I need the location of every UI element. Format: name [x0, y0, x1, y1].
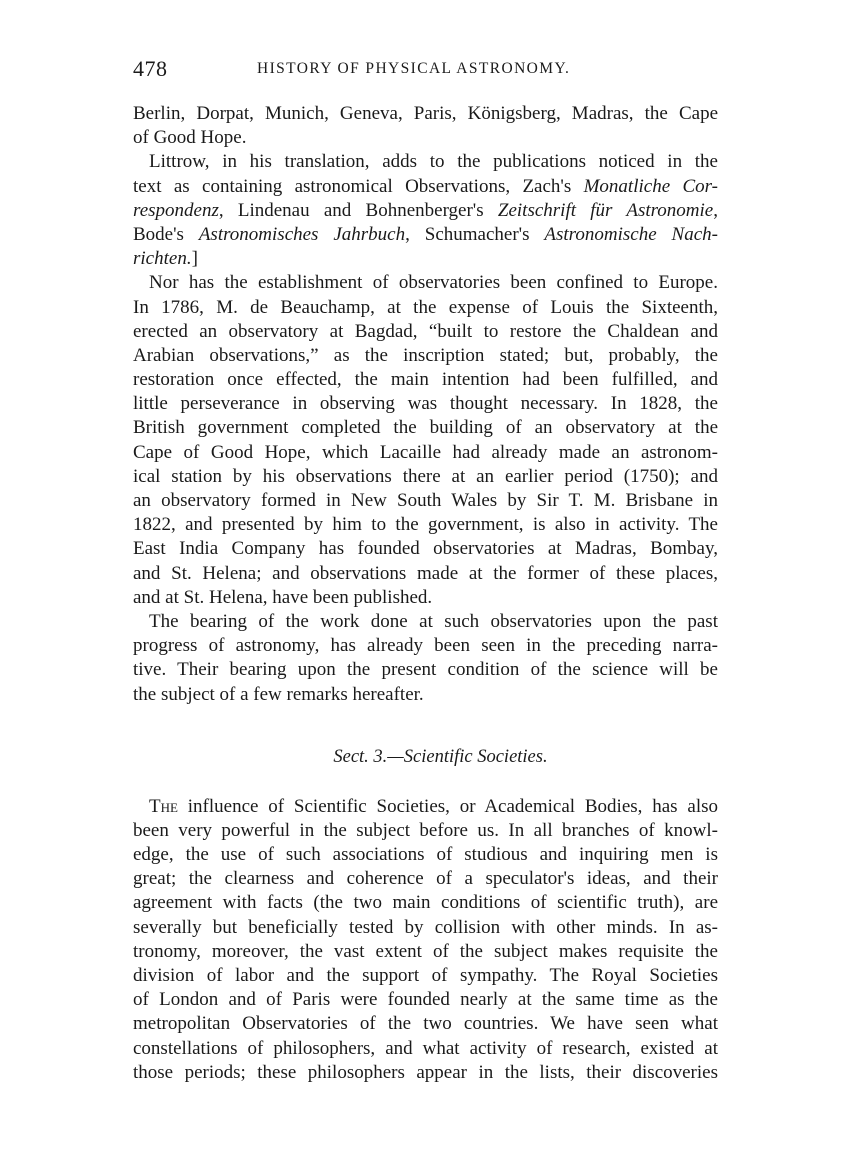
- text-line: In 1786, M. de Beauchamp, at the expense of Louis the Sixteenth,: [133, 296, 718, 318]
- page-number: 478: [133, 56, 168, 81]
- text-span: , Schumacher's: [405, 223, 545, 245]
- text-line: edge, the use of such associations of studious and inquiring men is: [133, 844, 718, 866]
- paragraph-observatories-beyond-europe: [133, 271, 718, 610]
- text-line: [133, 795, 718, 819]
- text-line: restoration once effected, the main intention had been fulfilled, and: [133, 369, 718, 391]
- text-line: metropolitan Observatories of the two countries. We have seen what: [133, 1013, 718, 1035]
- text-line: 1822, and presented by him to the government, is also in activity. The: [133, 514, 718, 536]
- text-line: severally but beneficially tested by collision with other minds. In as-: [133, 916, 718, 938]
- text-line: and St. Helena; and observations made at the former of these places,: [133, 562, 718, 584]
- text-span: ]: [191, 248, 198, 270]
- running-title: HISTORY OF PHYSICAL ASTRONOMY.: [257, 60, 571, 77]
- text-line: Cape of Good Hope, which Lacaille had already made an astronom-: [133, 441, 718, 463]
- book-page: [133, 56, 718, 1085]
- text-line: those periods; these philosophers appear in the lists, their discoveries: [133, 1061, 718, 1083]
- text-span: Bode's: [133, 223, 199, 245]
- text-span: ,: [713, 199, 718, 221]
- text-line: [133, 199, 718, 223]
- journal-title: respondenz: [133, 199, 219, 221]
- journal-title: Astronomisches Jahrbuch: [198, 223, 406, 245]
- text-line: an observatory formed in New South Wales by Sir T. M. Brisbane in: [133, 490, 718, 511]
- text-line: constellations of philosophers, and what activity of research, existed at: [133, 1037, 718, 1059]
- journal-title: Astronomische Nach-: [544, 223, 718, 245]
- journal-title: richten.: [133, 248, 192, 270]
- text-span: , Lindenau and Bohnenberger's: [218, 199, 498, 221]
- text-span: text as containing astronomical Observations, Zach's: [133, 175, 584, 197]
- text-line: [133, 175, 718, 199]
- text-line: the subject of a few remarks hereafter.: [133, 683, 424, 705]
- text-line: Nor has the establishment of observatories been confined to Europe.: [149, 272, 718, 294]
- text-line: little perseverance in observing was thought necessary. In 1828, the: [133, 393, 718, 415]
- text-line: tive. Their bearing upon the present condition of the science will be: [133, 659, 718, 681]
- paragraph-continuation: [133, 102, 718, 150]
- section-heading: Sect. 3.—Scientific Societies.: [333, 746, 548, 767]
- text-line: division of labor and the support of sympathy. The Royal Societies: [133, 965, 718, 986]
- text-line: and at St. Helena, have been published.: [133, 586, 433, 608]
- text-span: influence of Scientific Societies, or Academical Bodies, has also: [177, 795, 718, 817]
- text-line: British government completed the building of an observatory at the: [133, 417, 718, 439]
- journal-title: Zeitschrift für Astronomie: [497, 199, 714, 221]
- paragraph-scientific-societies: [133, 795, 718, 1085]
- text-line: Arabian observations,” as the inscription stated; but, probably, the: [133, 344, 718, 366]
- running-head: [133, 56, 718, 86]
- text-line: agreement with facts (the two main conditions of scientific truth), are: [133, 892, 718, 914]
- text-line: ical station by his observations there at an earlier period (1750); and: [133, 465, 718, 487]
- text-line: The bearing of the work done at such observatories upon the past: [149, 610, 718, 632]
- text-line: [133, 223, 718, 247]
- text-line: erected an observatory at Bagdad, “built to restore the Chaldean and: [133, 320, 718, 342]
- drop-word: The: [149, 795, 178, 817]
- text-line: been very powerful in the subject before us. In all branches of knowl-: [133, 819, 718, 841]
- journal-title: Monatliche Cor-: [583, 175, 718, 197]
- text-line: [133, 247, 718, 271]
- text-line: Littrow, in his translation, adds to the publications noticed in the: [149, 151, 718, 173]
- text-line: Berlin, Dorpat, Munich, Geneva, Paris, Königsberg, Madras, the Cape: [133, 103, 718, 124]
- text-line: great; the clearness and coherence of a speculator's ideas, and their: [133, 868, 718, 890]
- text-line: East India Company has founded observatories at Madras, Bombay,: [133, 538, 718, 560]
- text-line: of Good Hope.: [133, 127, 247, 149]
- text-line: progress of astronomy, has already been seen in the preceding narra-: [133, 635, 718, 657]
- text-line: tronomy, moreover, the vast extent of the subject makes requisite the: [133, 940, 718, 962]
- text-line: of London and of Paris were founded nearly at the same time as the: [133, 989, 718, 1011]
- paragraph-bearing-of-work: [133, 610, 718, 707]
- paragraph-littrow-note: [133, 150, 718, 271]
